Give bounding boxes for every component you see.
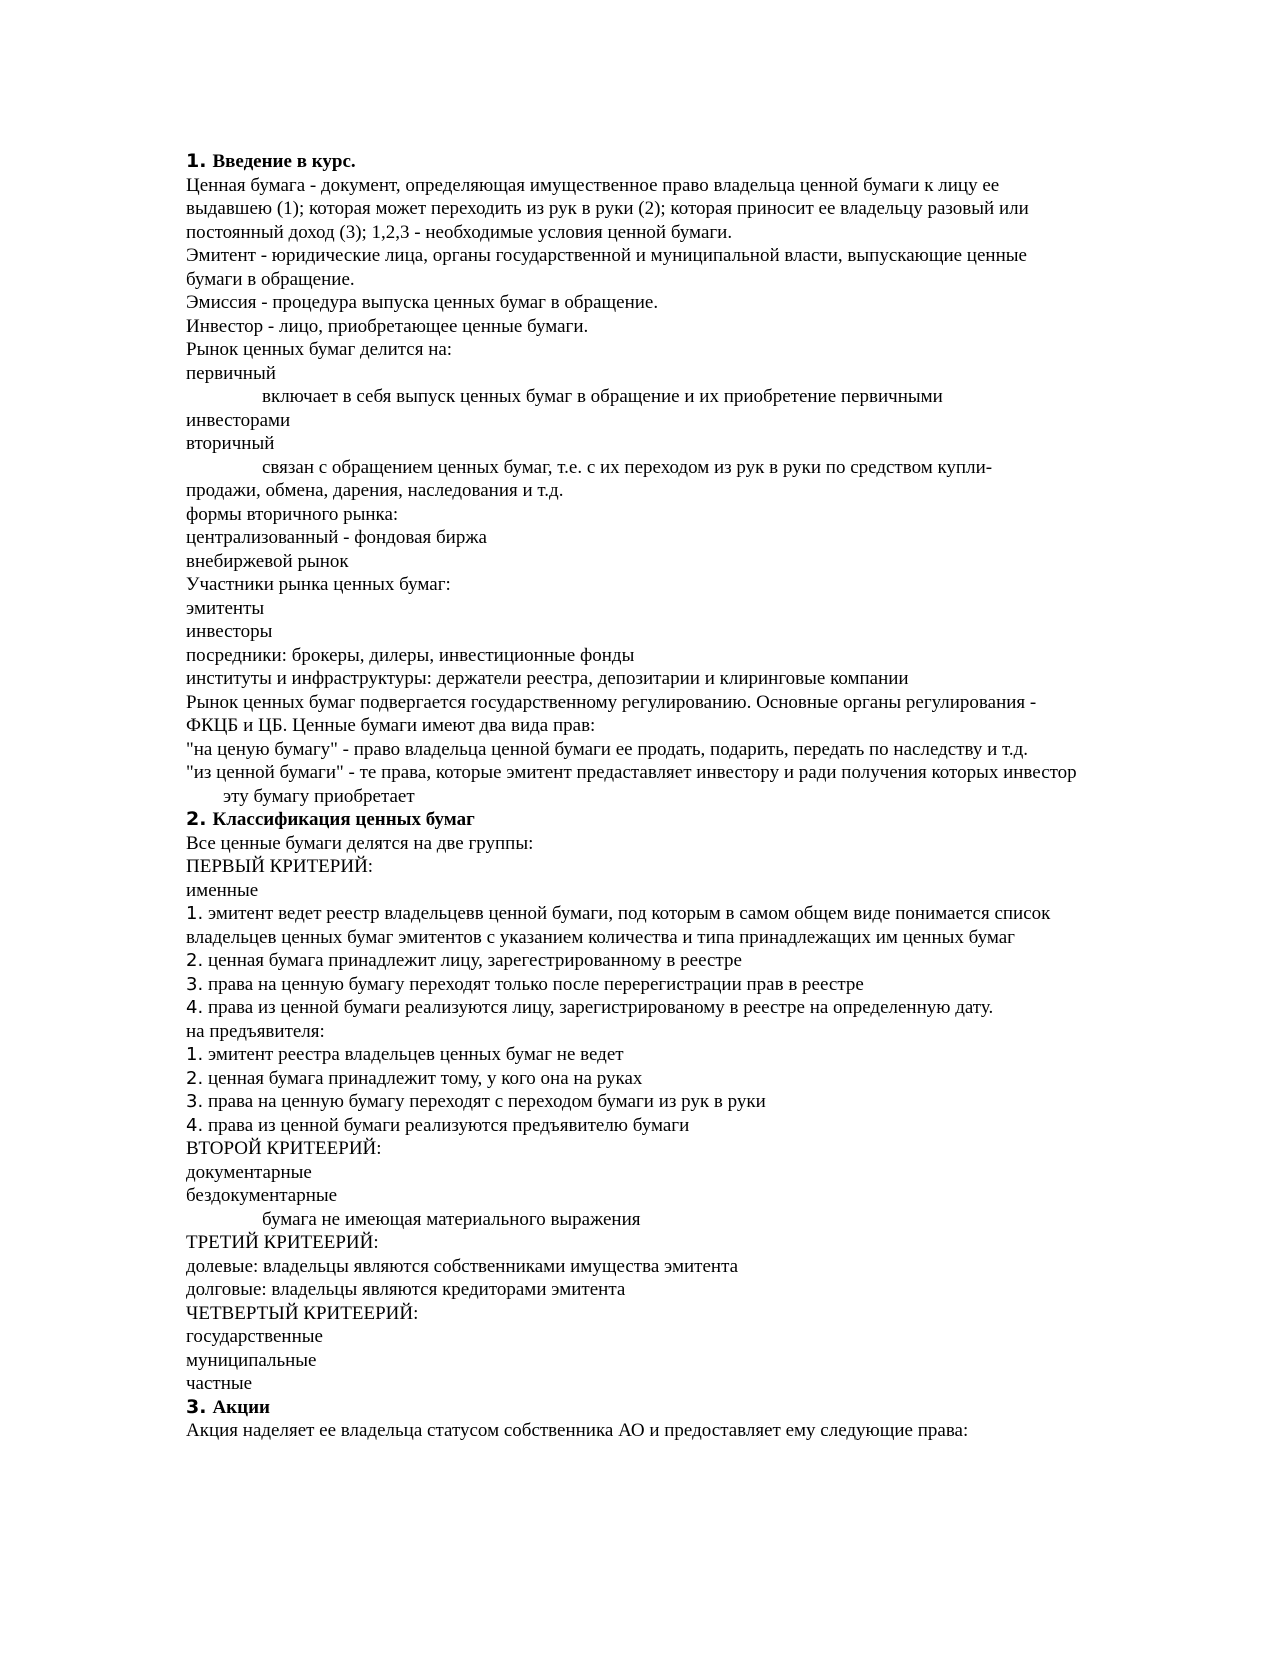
- paragraph-security-definition: Ценная бумага - документ, определяющая имущественное право владельца ценной бумаги к лицу ее выдавшею (1); которая может переходить из рук в руки (2); которая приносит ее владельцу разовый или постоянный доход (3); 1,2,3 - необходимые условия ценной бумаги.: [186, 174, 1029, 243]
- paragraph-investor-definition: Инвестор - лицо, приобретающее ценные бумаги.: [186, 315, 589, 337]
- section-number: 3.: [186, 1395, 207, 1418]
- right-on-security: "на ценую бумагу" - право владельца ценной бумаги ее продать, подарить, передать по наследству и т.д.: [186, 738, 1029, 760]
- term-municipal: муниципальные: [186, 1349, 317, 1371]
- list-item: 2. ценная бумага принадлежит тому, у кого она на руках: [186, 1067, 643, 1089]
- criterion-4: ЧЕТВЕРТЫЙ КРИТЕЕРИЙ:: [186, 1302, 419, 1324]
- section-heading-1: [186, 150, 1086, 174]
- registered-list: [186, 902, 1086, 1020]
- section-heading-3: [186, 1396, 1086, 1420]
- paragraph-issuer-definition: Эмитент - юридические лица, органы государственной и муниципальной власти, выпускающие ценные бумаги в обращение.: [186, 245, 1027, 290]
- paragraph-regulation: Рынок ценных бумаг подвергается государственному регулированию. Основные органы регулирования - ФКЦБ и ЦБ. Ценные бумаги имеют два вида прав:: [186, 691, 1037, 736]
- list-item: 3. права на ценную бумагу переходят с переходом бумаги из рук в руки: [186, 1091, 766, 1112]
- term-documentary: документарные: [186, 1161, 312, 1183]
- criterion-2: ВТОРОЙ КРИТЕЕРИЙ:: [186, 1138, 382, 1159]
- list-item: 2. ценная бумага принадлежит лицу, зарегестрированному в реестре: [186, 950, 742, 971]
- bearer-list: [186, 1043, 1086, 1137]
- primary-description-end: инвесторами: [186, 409, 291, 431]
- term-secondary: вторичный: [186, 433, 275, 454]
- list-item: институты и инфраструктуры: держатели реестра, депозитарии и клиринговые компании: [186, 668, 909, 689]
- section-number: 2.: [186, 808, 207, 830]
- list-item: инвесторы: [186, 621, 273, 642]
- term-private: частные: [186, 1373, 253, 1394]
- primary-description: включает в себя выпуск ценных бумаг в обращение и их приобретение первичными: [262, 386, 943, 407]
- section-heading-2: [186, 808, 1086, 832]
- section-title: Классификация ценных бумаг: [212, 809, 475, 830]
- list-item: централизованный - фондовая биржа: [186, 527, 487, 548]
- paragraph-market-division: Рынок ценных бумаг делится на:: [186, 339, 453, 360]
- section-title: Введение в курс.: [212, 151, 356, 172]
- paragraph-share-rights: Акция наделяет ее владельца статусом собственника АО и предоставляет ему следующие права:: [186, 1420, 969, 1441]
- list-item: 4. права из ценной бумаги реализуются предъявителю бумаги: [186, 1114, 690, 1136]
- term-state: государственные: [186, 1326, 323, 1347]
- right-from-security: "из ценной бумаги" - те права, которые эмитент предаставляет инвестору и ради получения которых инвестор эту бумагу приобретает: [186, 762, 1077, 807]
- term-equity: долевые: владельцы являются собственниками имущества эмитента: [186, 1255, 739, 1277]
- term-paperless: бездокументарные: [186, 1185, 338, 1206]
- term-debt: долговые: владельцы являются кредиторами эмитента: [186, 1279, 626, 1300]
- document-page: [186, 150, 1086, 1443]
- paragraph-participants: Участники рынка ценных бумаг:: [186, 574, 451, 595]
- list-item: эмитенты: [186, 597, 265, 619]
- term-primary: первичный: [186, 362, 276, 384]
- paragraph-classification-intro: Все ценные бумаги делятся на две группы:: [186, 832, 534, 854]
- paperless-description: бумага не имеющая материального выражения: [262, 1208, 641, 1230]
- list-item: 3. права на ценную бумагу переходят только после перерегистрации прав в реестре: [186, 973, 864, 995]
- list-item: внебиржевой рынок: [186, 550, 349, 572]
- criterion-1: ПЕРВЫЙ КРИТЕРИЙ:: [186, 856, 374, 877]
- term-bearer: на предъявителя:: [186, 1020, 325, 1042]
- criterion-3: ТРЕТИЙ КРИТЕЕРИЙ:: [186, 1232, 379, 1253]
- list-item: 4. права из ценной бумаги реализуются лицу, зарегистрированому в реестре на определенную дату.: [186, 997, 994, 1018]
- list-item: посредники: брокеры, дилеры, инвестиционные фонды: [186, 644, 635, 666]
- secondary-description: связан с обращением ценных бумаг, т.е. с их переходом из рук в руки по средством купли-: [262, 456, 993, 478]
- paragraph-emission-definition: Эмиссия - процедура выпуска ценных бумаг в обращение.: [186, 292, 659, 313]
- secondary-description-end: продажи, обмена, дарения, наследования и т.д.: [186, 480, 564, 501]
- term-registered: именные: [186, 879, 259, 901]
- secondary-market-forms: формы вторичного рынка:: [186, 503, 399, 525]
- list-item: 1. эмитент ведет реестр владельцевв ценной бумаги, под которым в самом общем виде понимается список владельцев ценных бумаг эмитентов с указанием количества и типа принадлежащих им ценных бумаг: [186, 903, 1051, 948]
- section-title: Акции: [212, 1396, 270, 1418]
- section-number: 1.: [186, 150, 207, 172]
- list-item: 1. эмитент реестра владельцев ценных бумаг не ведет: [186, 1044, 624, 1065]
